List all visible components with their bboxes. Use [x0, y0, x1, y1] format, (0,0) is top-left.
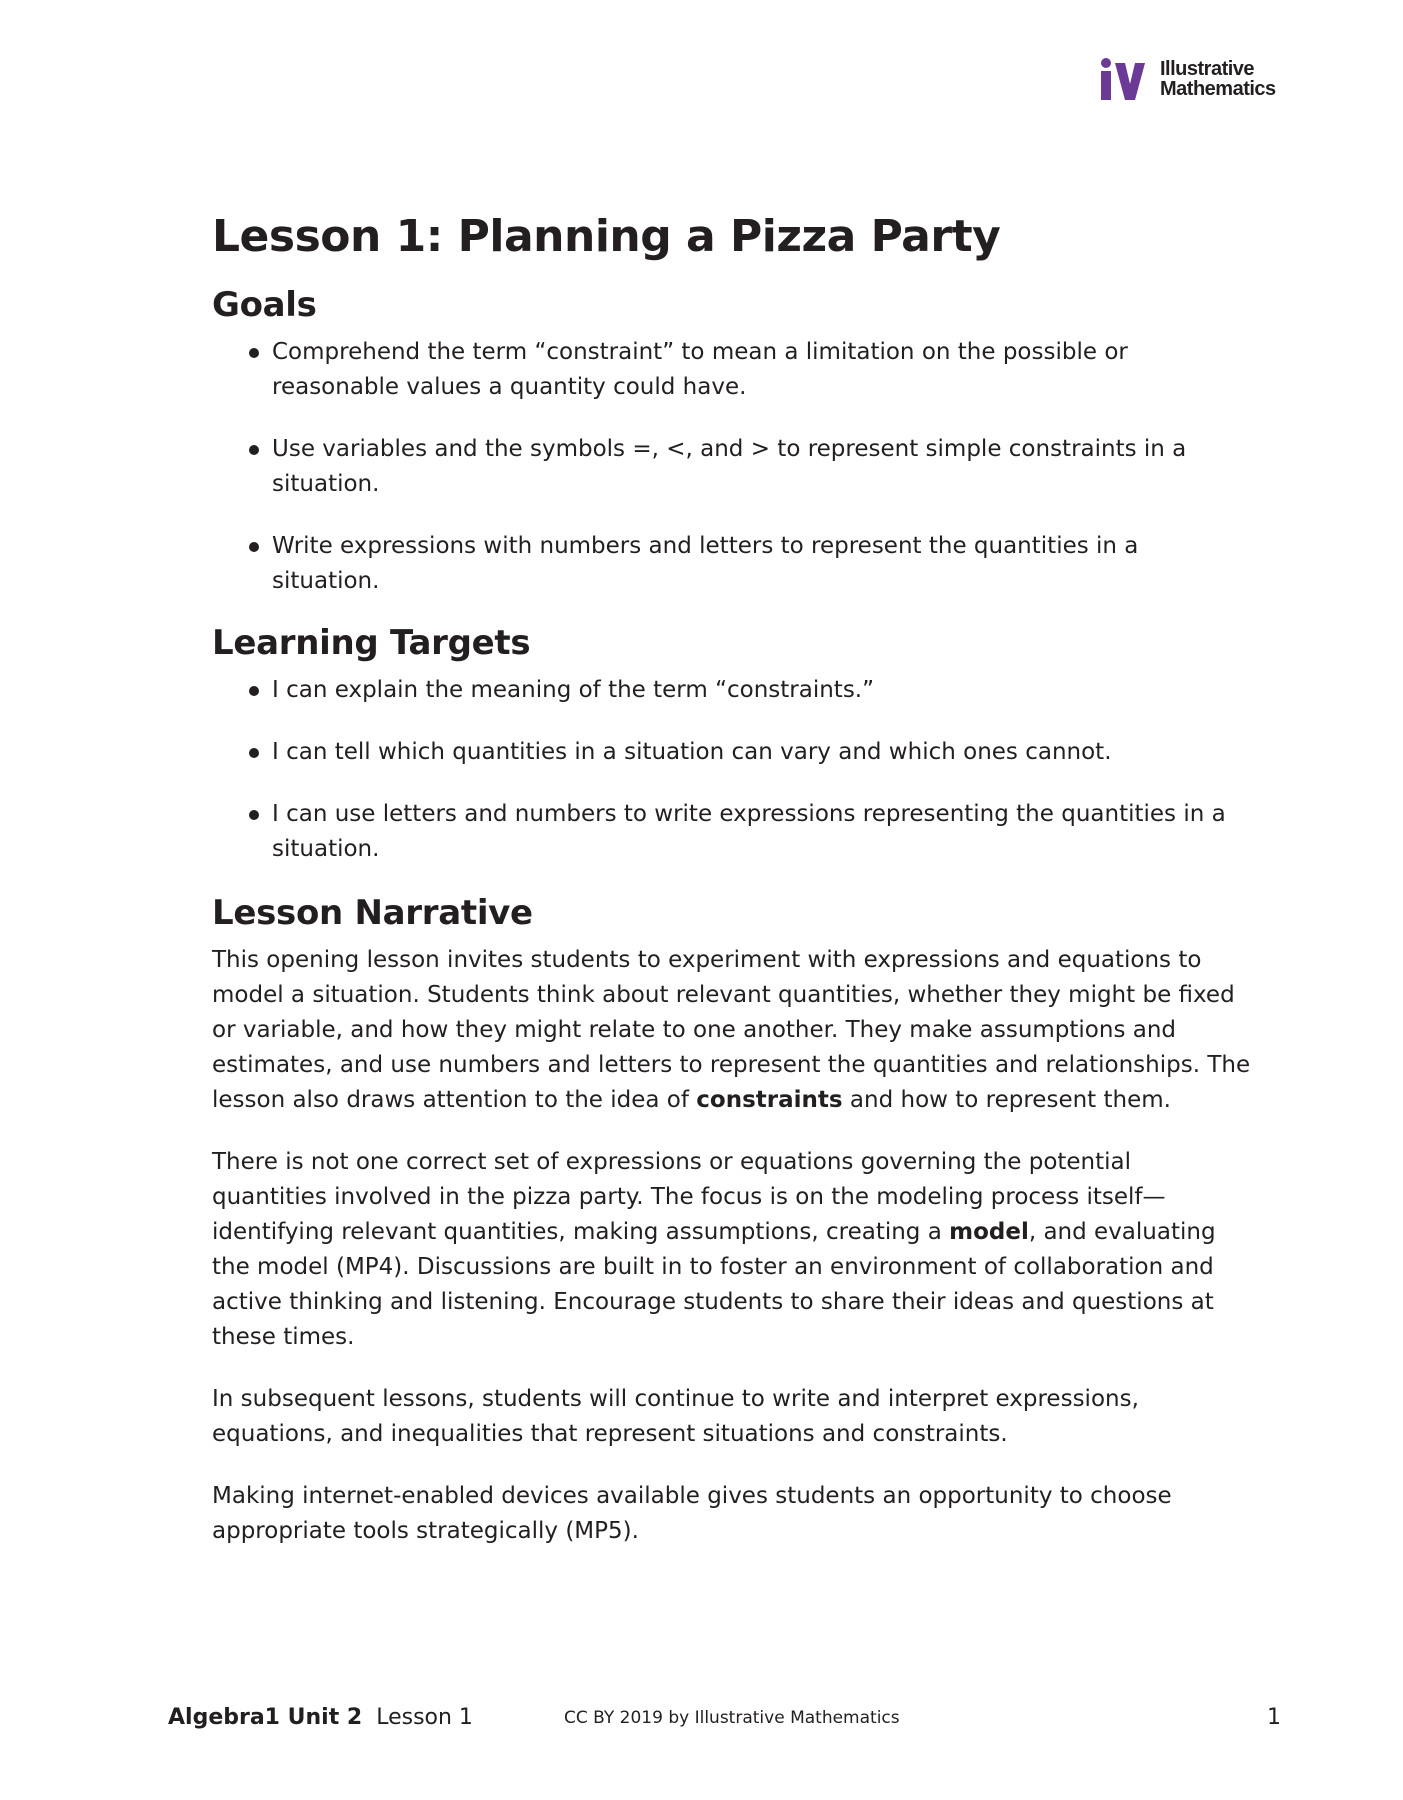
- lesson-title: Lesson 1: Planning a Pizza Party: [212, 211, 1001, 262]
- narrative-paragraph-2: [212, 1145, 1252, 1355]
- narrative-text: There is not one correct set of expressions or equations governing the potential quantities involved in the pizza party. The focus is on the modeling process itself—identifying relevant quantities, making assumptions, creating a: [212, 1149, 1166, 1245]
- narrative-paragraph-1: [212, 943, 1252, 1118]
- brand-logo: [1098, 58, 1276, 100]
- target-text: I can use letters and numbers to write expressions representing the quantities in a situation.: [272, 801, 1226, 862]
- goal-item: [212, 529, 1252, 599]
- goal-text: Comprehend the term “constraint” to mean a limitation on the possible or reasonable values a quantity could have.: [272, 339, 1128, 400]
- learning-targets-heading: Learning Targets: [212, 623, 531, 663]
- target-text: I can tell which quantities in a situation can vary and which ones cannot.: [272, 739, 1112, 765]
- logo-line-1: Illustrative: [1160, 58, 1255, 80]
- footer-course-label: [168, 1700, 473, 1736]
- footer-license: CC BY 2019 by Illustrative Mathematics: [564, 1708, 900, 1728]
- bullet-icon: [249, 542, 259, 552]
- lesson-content: [212, 205, 1252, 1549]
- target-item: [212, 797, 1252, 867]
- goal-text: Write expressions with numbers and letters to represent the quantities in a situation.: [272, 533, 1139, 594]
- term-model: model: [949, 1219, 1029, 1245]
- footer-unit: Algebra1 Unit 2: [168, 1705, 363, 1730]
- narrative-text: and how to represent them.: [842, 1087, 1171, 1113]
- narrative-paragraph-4: Making internet-enabled devices available gives students an opportunity to choose appropriate tools strategically (MP5).: [212, 1483, 1172, 1544]
- narrative-paragraph-3: In subsequent lessons, students will continue to write and interpret expressions, equations, and inequalities that represent situations and constraints.: [212, 1386, 1139, 1447]
- bullet-icon: [249, 810, 259, 820]
- narrative-text: , and evaluating the model (MP4). Discussions are built in to foster an environment of collaboration and active thinking and listening. Encourage students to share their ideas and questions at these times.: [212, 1219, 1216, 1350]
- goal-text: Use variables and the symbols =, <, and > to represent simple constraints in a situation.: [272, 436, 1187, 497]
- page-number: 1: [1267, 1705, 1281, 1730]
- bullet-icon: [249, 686, 259, 696]
- goal-item: [212, 335, 1252, 405]
- page-footer: [0, 1700, 1403, 1736]
- footer-lesson: Lesson 1: [376, 1705, 473, 1730]
- goal-item: [212, 432, 1252, 502]
- lesson-narrative-heading: Lesson Narrative: [212, 893, 533, 933]
- goals-list: [212, 335, 1252, 599]
- goals-heading: Goals: [212, 285, 317, 325]
- bullet-icon: [249, 748, 259, 758]
- logo-line-2: Mathematics: [1160, 78, 1276, 100]
- bullet-icon: [249, 445, 259, 455]
- target-item: [212, 735, 1252, 770]
- term-constraints: constraints: [696, 1087, 843, 1113]
- logo-wordmark: [1160, 59, 1276, 99]
- bullet-icon: [249, 348, 259, 358]
- target-text: I can explain the meaning of the term “constraints.”: [272, 677, 875, 703]
- narrative-text: This opening lesson invites students to experiment with expressions and equations to model a situation. Students think about relevant quantities, whether they might be fixed or variable, and how they might relate to one another. They make assumptions and estimates, and use numbers and letters to represent the quantities and relationships. The lesson also draws attention to the idea of: [212, 947, 1251, 1113]
- learning-targets-list: [212, 673, 1252, 867]
- target-item: [212, 673, 1252, 708]
- im-logo-icon: [1098, 58, 1154, 100]
